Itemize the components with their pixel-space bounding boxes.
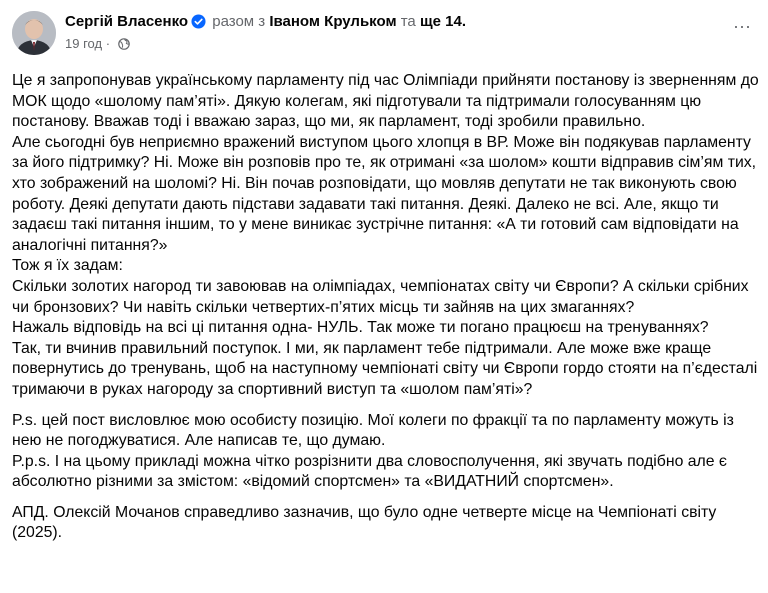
and-label: та <box>400 13 416 30</box>
more-options-icon[interactable]: ··· <box>733 16 751 36</box>
post-body <box>12 71 760 544</box>
avatar-image <box>12 11 56 55</box>
meta-separator: · <box>105 36 111 51</box>
author-line <box>65 12 466 35</box>
body-paragraph: Скільки золотих нагород ти завоював на олімпіадах, чемпіонатах світу чи Європи? А скільки срібних чи бронзових? Чи навіть скільки четвертих-п’ятих місць ти зайняв на цих змаганнях? <box>12 277 749 316</box>
with-label: разом з <box>212 13 266 30</box>
avatar[interactable] <box>12 11 56 55</box>
post-header <box>12 10 756 58</box>
body-paragraph: Це я запропонував українському парламенту під час Олімпіади прийняти постанову із зверненням до МОК щодо «шолому пам’яті». Дякую колегам, які підготували та підтримали голосуванням цю постанову. Вважав тоді і вважаю зараз, що ми, як парламент, тоді зробили правильно. <box>12 72 759 131</box>
globe-icon[interactable] <box>118 38 130 54</box>
body-paragraph: Але сьогодні був неприємно вражений виступом цього хлопця в ВР. Може він подякував парламенту за його підтримку? Ні. Може він розповів про те, як отримані «за шолом» кошти відправив сім’ям тих, хто зображений на шоломі? Ні. Він почав розповідати, що мовляв депутати не так виконують свою роботу. Деякі депутати дають підстави задавати такі питання. Деякі. Далеко не всі. Але, якщо ти задаєш такі питання іншим, то у мене виникає зустрічне питання: «А ти готовий сам відповідати на аналогічні питання?» <box>12 133 757 254</box>
postscript: P.s. цей пост висловлює мою особисту позицію. Мої колеги по фракції та по парламенту можуть із нею не погоджуватися. Але написав те, що думаю. <box>12 411 734 450</box>
tagged-others-link[interactable]: ще 14 <box>419 13 462 30</box>
body-paragraph: Тож я їх задам: <box>12 257 123 275</box>
postscript: P.p.s. І на цьому прикладі можна чітко розрізнити два словосполучення, які звучать подібно але є абсолютно різними за змістом: «відомий спортсмен» та «ВИДАТНИЙ спортсмен». <box>12 452 727 491</box>
update-note: АПД. Олексій Мочанов справедливо зазначив, що було одне четверте місце на Чемпіонаті світу (2025). <box>12 503 717 542</box>
others-suffix: . <box>461 13 466 30</box>
tagged-person[interactable]: Іваном Крульком <box>269 13 397 30</box>
body-paragraph: Так, ти вчинив правильний поступок. І ми, як парламент тебе підтримали. Але може вже краще повернутись до тренувань, щоб на наступному чемпіонаті світу чи Європи гордо стояти на п’єдесталі тримаючи в руках нагороду за спортивний виступ та «шолом пам’яті»? <box>12 339 758 398</box>
verified-badge-icon <box>191 14 206 35</box>
body-paragraph: Нажаль відповідь на всі ці питання одна- НУЛЬ. Так може ти погано працюєш на тренуваннях? <box>12 319 709 337</box>
post-timestamp[interactable]: 19 год <box>65 36 103 51</box>
paragraph-spacer <box>12 401 760 411</box>
post-meta <box>65 36 130 54</box>
author-name[interactable]: Сергій Власенко <box>65 13 189 30</box>
paragraph-spacer <box>12 493 760 503</box>
